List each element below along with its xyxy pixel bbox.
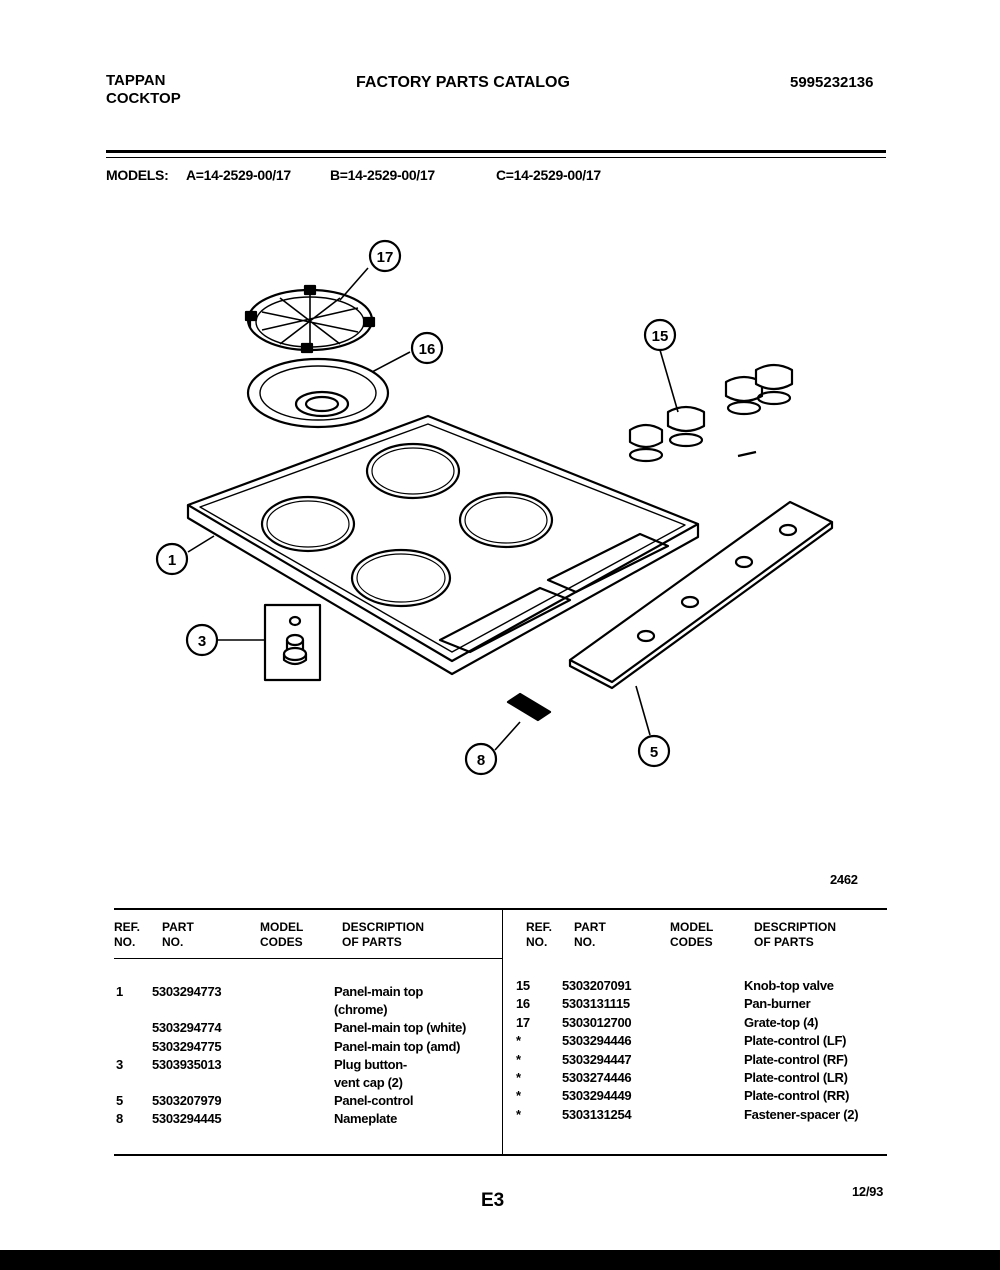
part-number: 5303131254 xyxy=(562,1106,632,1122)
callout-label-17: 17 xyxy=(376,249,394,266)
model-b: B=14-2529-00/17 xyxy=(330,167,435,183)
part-number: 5303274446 xyxy=(562,1070,632,1085)
table-top-rule xyxy=(114,908,887,910)
part-description: Plate-control (LR) xyxy=(744,1070,848,1085)
part-number: 5303294774 xyxy=(152,1020,222,1036)
part-description: Plug button- xyxy=(334,1056,407,1072)
part-description: Plate-control (RR) xyxy=(744,1088,850,1104)
header-desc-left: DESCRIPTION OF PARTS xyxy=(342,920,425,949)
part-number: 5303935013 xyxy=(152,1056,222,1072)
page-title: FACTORY PARTS CATALOG xyxy=(356,74,570,91)
table-center-divider xyxy=(502,908,503,1154)
model-a: A=14-2529-00/17 xyxy=(186,167,291,183)
ref-number: * xyxy=(516,1033,521,1049)
ref-number: 16 xyxy=(516,996,530,1012)
part-description: Panel-main top (white) xyxy=(334,1020,467,1036)
part-number: 5303294446 xyxy=(562,1033,632,1049)
part-description: Nameplate xyxy=(334,1111,398,1127)
part-description: Panel-control xyxy=(334,1093,414,1109)
part-number: 5303207979 xyxy=(152,1093,222,1109)
catalog-number: 5995232136 xyxy=(790,74,874,91)
nameplate xyxy=(508,694,550,720)
part-number: 5303294449 xyxy=(562,1088,632,1104)
revision-date: 12/93 xyxy=(852,1184,884,1199)
part-number: 5303294447 xyxy=(562,1051,632,1067)
model-c: C=14-2529-00/17 xyxy=(496,167,601,183)
part-number: 5303294775 xyxy=(152,1038,222,1054)
part-description: (chrome) xyxy=(334,1002,388,1018)
header-ref-left: REF. NO. xyxy=(114,920,141,949)
ref-number: * xyxy=(516,1070,521,1085)
header-model-right: MODEL CODES xyxy=(670,920,714,949)
part-description: Panel-main top xyxy=(334,984,423,999)
part-number: 5303131115 xyxy=(562,996,630,1012)
callout-16 xyxy=(412,333,442,363)
callout-5 xyxy=(639,736,669,766)
callout-15 xyxy=(645,320,675,350)
header-desc-right: DESCRIPTION OF PARTS xyxy=(754,920,837,949)
callout-3 xyxy=(187,625,217,655)
callout-17 xyxy=(370,241,400,271)
grate-top xyxy=(246,286,374,352)
part-number: 5303294445 xyxy=(152,1111,222,1127)
part-description: Pan-burner xyxy=(744,996,811,1012)
callout-label-16: 16 xyxy=(418,341,436,358)
part-description: Grate-top (4) xyxy=(744,1014,819,1030)
callout-label-8: 8 xyxy=(476,752,486,769)
callout-label-15: 15 xyxy=(651,328,669,345)
ref-number: 17 xyxy=(516,1014,530,1030)
knobs xyxy=(630,365,792,461)
part-number: 5303207091 xyxy=(562,978,632,993)
part-number: 5303294773 xyxy=(152,984,222,999)
ref-number: 8 xyxy=(116,1111,123,1127)
ref-number: 15 xyxy=(516,978,530,993)
plug-button-detail xyxy=(265,605,320,680)
callout-label-1: 1 xyxy=(167,552,177,569)
header-model-left: MODEL CODES xyxy=(260,920,304,949)
callout-label-5: 5 xyxy=(649,744,659,761)
callout-label-3: 3 xyxy=(197,633,207,650)
part-description: vent cap (2) xyxy=(334,1075,403,1090)
table-header-rule-left xyxy=(114,958,502,959)
header-ref-right: REF. NO. xyxy=(526,920,553,949)
ref-number: * xyxy=(516,1088,521,1104)
ref-number: 3 xyxy=(116,1056,123,1072)
ref-number: * xyxy=(516,1051,521,1067)
callout-1 xyxy=(157,544,187,574)
header-part-right: PART NO. xyxy=(574,920,606,949)
part-description: Panel-main top (amd) xyxy=(334,1038,461,1054)
callout-8 xyxy=(466,744,496,774)
part-description: Plate-control (LF) xyxy=(744,1033,847,1049)
brand-line-1: TAPPAN xyxy=(106,72,166,89)
table-bottom-rule xyxy=(114,1154,887,1156)
brand-line-2: COCKTOP xyxy=(106,90,181,107)
page-number: E3 xyxy=(481,1190,505,1211)
ref-number: 5 xyxy=(116,1093,123,1109)
part-description: Knob-top valve xyxy=(744,978,834,993)
part-number: 5303012700 xyxy=(562,1014,632,1030)
header-part-left: PART NO. xyxy=(162,920,194,949)
part-description: Fastener-spacer (2) xyxy=(744,1106,859,1122)
models-label: MODELS: xyxy=(106,167,169,183)
burner-pan xyxy=(248,359,388,427)
ref-number: * xyxy=(516,1106,521,1122)
ref-number: 1 xyxy=(116,984,123,999)
part-description: Plate-control (RF) xyxy=(744,1051,848,1067)
control-panel xyxy=(570,502,832,688)
figure-number: 2462 xyxy=(830,872,858,887)
